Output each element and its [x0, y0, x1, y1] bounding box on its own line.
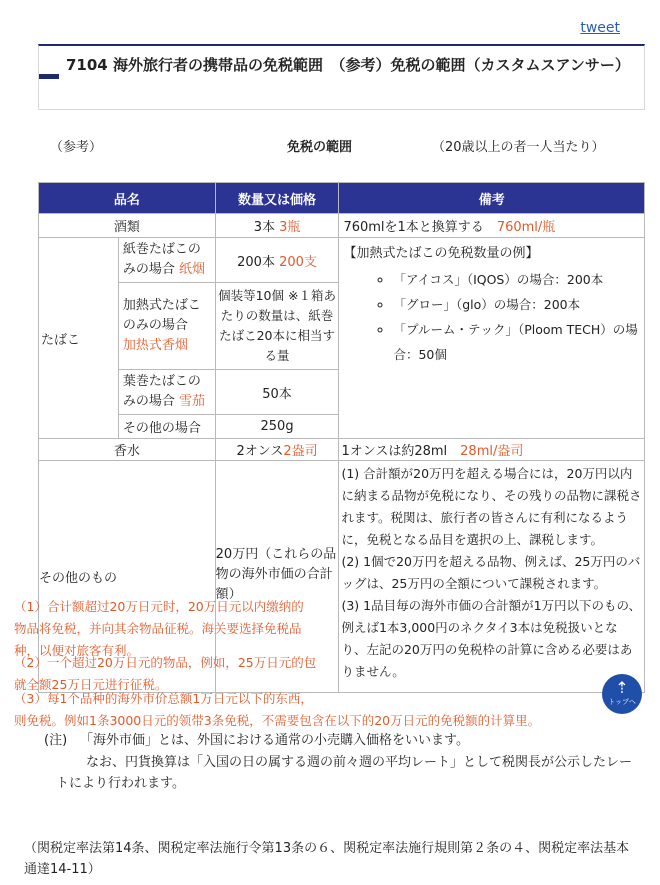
example-glo: ◦ 「グロー」（glo）の場合：200本 [393, 292, 640, 317]
cigar-qty: 50本 [215, 370, 339, 415]
title-accent-bar [39, 74, 59, 79]
cigarette-name: 紙巻たばこのみの場合 纸烟 [118, 238, 215, 283]
subheader-center: 免税の範囲 [287, 140, 353, 155]
back-to-top-label: トップへ [608, 698, 636, 706]
table-row-perfume [39, 439, 645, 461]
cn-line-3: 种，以便对旅客有利。 [14, 643, 140, 658]
table-row-cigarette [39, 238, 645, 283]
cn-line-5: 就全额25万日元进行征税。 [14, 677, 168, 692]
header-notes: 備考 [339, 183, 645, 214]
other-tobacco-name: その他の場合 [118, 415, 215, 439]
other-tobacco-qty: 250g [215, 415, 339, 439]
perfume-note: 1オンスは約28ml 28ml/盎司 [339, 439, 645, 461]
tobacco-examples [343, 267, 640, 367]
other-notes [339, 461, 645, 693]
header-item: 品名 [39, 183, 216, 214]
table-row-liquor [39, 214, 645, 238]
arrow-up-icon: ⇡ [615, 678, 629, 697]
liquor-qty: 3本 3瓶 [215, 214, 339, 238]
note-market-price: 「海外市価」とは、外国における通常の小売購入価格をいいます。 [80, 733, 469, 748]
cn-line-4: （2）一个超过20万日元的物品，例如，25万日元的包 [14, 655, 317, 670]
cn-line-2: 物品将免税，并向其余物品征税。海关要选择免税品 [14, 621, 302, 636]
title-box [38, 44, 645, 110]
header-qty: 数量又は価格 [215, 183, 339, 214]
back-to-top-button[interactable] [602, 674, 642, 714]
other-name: その他のもの [39, 461, 216, 693]
tobacco-note [339, 238, 645, 439]
other-note-3: (3) 1品目毎の海外市価の合計額が1万円以下のもの、例えば1本3,000円のネクタイ3本は免税扱いとなり、左記の20万円の免税枠の計算に含める必要はありません。 [341, 598, 642, 679]
note-exchange-rate: なお、円貨換算は「入国の日の属する週の前々週の平均レート」として税関長が公示したレートにより行われます。 [56, 755, 633, 791]
example-iqos: ◦ 「アイコス」（IQOS）の場合：200本 [393, 267, 640, 292]
tobacco-note-title: 【加熱式たばこの免税数量の例】 [343, 246, 539, 261]
page-title: 7104 海外旅行者の携帯品の免税範囲 （参考）免税の範囲（カスタムスアンサー） [66, 56, 630, 74]
note-label: (注) [44, 733, 68, 748]
cn-line-1: （1）合计额超过20万日元时，20万日元以内缴纳的 [14, 599, 304, 614]
tweet-link[interactable]: tweet [580, 20, 620, 36]
perfume-qty: 2オンス2盎司 [215, 439, 339, 461]
liquor-note: 760mlを1本と換算する 760ml/瓶 [339, 214, 645, 238]
heated-qty: 個装等10個 ※１箱あたりの数量は、紙巻たばこ20本に相当する量 [215, 283, 339, 370]
cigarette-qty: 200本 200支 [215, 238, 339, 283]
perfume-name: 香水 [39, 439, 216, 461]
subheader-right: （20歳以上の者一人当たり） [432, 140, 605, 155]
example-ploom: ◦ 「プルーム・テック」（Ploom TECH）の場合：50個 [393, 317, 640, 367]
cn-line-7: 则免税。例如1条3000日元的领带3条免税，不需要包含在以下的20万日元的免税额的计算里。 [14, 713, 541, 728]
cigar-name: 葉巻たばこのみの場合 雪茄 [118, 370, 215, 415]
liquor-name: 酒類 [39, 214, 216, 238]
other-note-1: (1) 合計額が20万円を超える場合には，20万円以内に納まる品物が免税になり、その残りの品物に課税されます。税関は、旅行者の皆さんに有利になるように，免税となる品目を選択の上、課税します。 [341, 466, 642, 547]
subheader-left: （参考） [50, 140, 103, 155]
other-qty: 20万円（これらの品物の海外市価の合計額） [215, 461, 339, 693]
legal-reference: （関税定率法第14条、関税定率法施行令第13条の６、関税定率法施行規則第２条の４、関税定率法基本通達14-11） [24, 841, 630, 877]
heated-name: 加熱式たばこのみの場合 加热式香烟 [118, 283, 215, 370]
tobacco-label: たばこ [39, 238, 119, 439]
cn-line-6: （3）每1个品种的海外市价总额1万日元以下的东西， [14, 691, 313, 706]
chinese-annotation-3 [14, 688, 614, 732]
other-note-2: (2) 1個で20万円を超える品物、例えば、25万円のバッグは、25万円の全額について課税されます。 [341, 554, 641, 591]
